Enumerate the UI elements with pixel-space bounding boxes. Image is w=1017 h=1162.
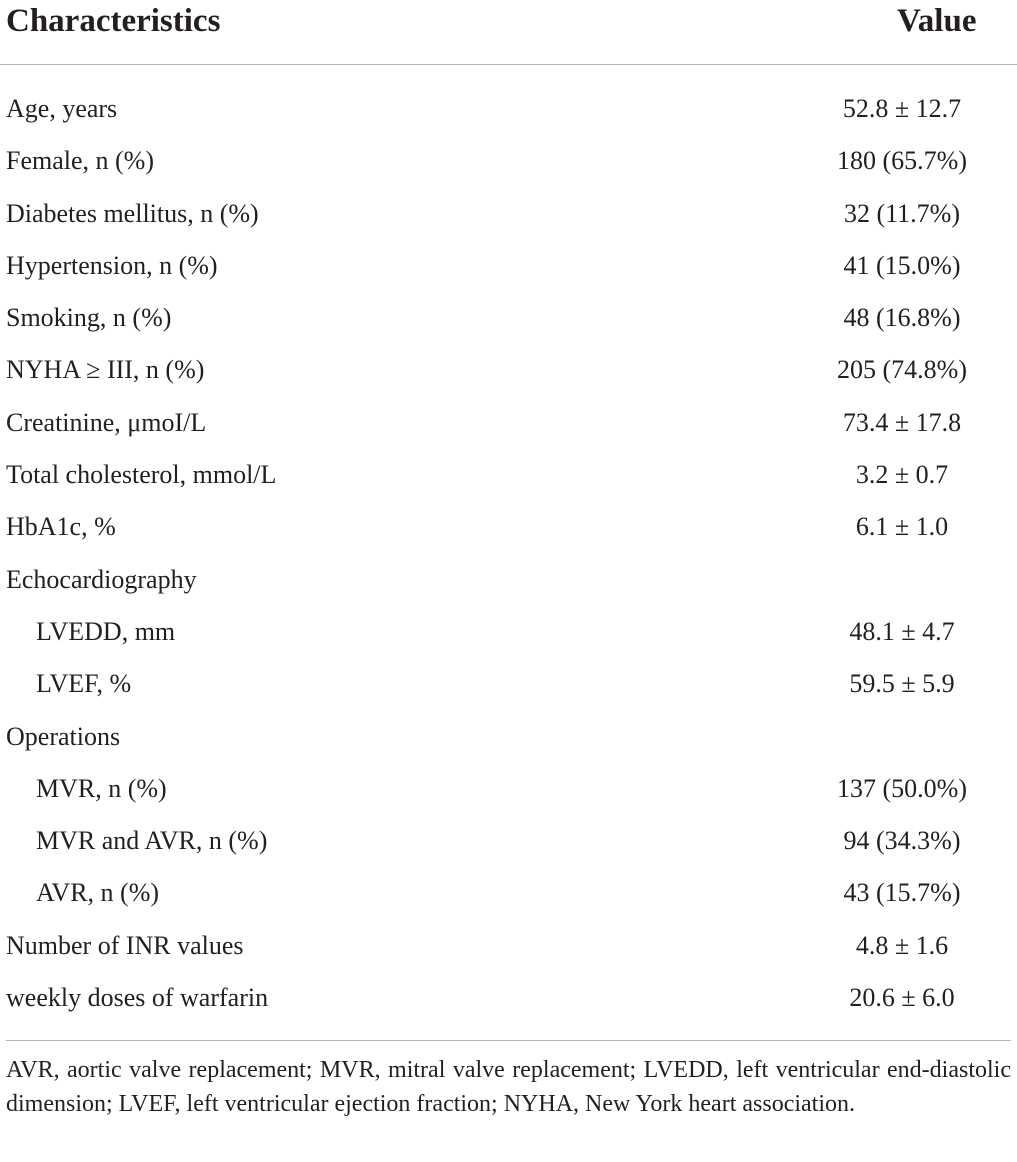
table-row [0,449,1017,501]
table-row [0,292,1017,344]
row-label: Female, n (%) [6,146,155,176]
row-label: HbA1c, % [6,512,116,542]
row-label: Number of INR values [6,930,244,960]
row-value: 52.8 ± 12.7 [842,94,962,123]
row-label: AVR, n (%) [36,878,160,908]
row-value: 94 (34.3%) [843,826,961,856]
table-row [0,344,1017,396]
table-row [0,554,1017,606]
header-characteristics: Characteristics [6,3,221,39]
row-value: 20.6 ± 6.0 [849,983,955,1013]
row-value: 48 (16.8%) [843,303,961,333]
table-row [0,920,1017,972]
row-label: LVEF, % [36,669,132,699]
table-row [0,815,1017,867]
row-label: LVEDD, mm [36,616,176,646]
table-row [0,763,1017,815]
table-row [0,867,1017,919]
table-row [0,606,1017,658]
row-label: Hypertension, n (%) [6,250,218,280]
row-value: 4.8 ± 1.6 [855,930,949,960]
footer-divider [6,1040,1011,1041]
row-value: 3.2 ± 0.7 [855,460,949,490]
row-value: 180 (65.7%) [837,146,967,176]
table-row [0,397,1017,449]
row-label: Smoking, n (%) [6,303,172,333]
row-value: 137 (50.0%) [837,773,967,803]
table-row [0,658,1017,710]
table-footnote: AVR, aortic valve replacement; MVR, mitral valve replacement; LVEDD, left ventricular end-diastolic dimension; LVEF, left ventricular ejection fraction; NYHA, New York heart association. [6,1057,1011,1117]
table-body [0,83,1017,1024]
header-value: Value [897,3,977,39]
row-label: Echocardiography [6,564,197,594]
table-row [0,188,1017,240]
row-value: 73.4 ± 17.8 [842,407,962,437]
table-row [0,135,1017,187]
row-label: Diabetes mellitus, n (%) [6,198,259,228]
row-label: NYHA ≥ III, n (%) [6,355,205,385]
row-value: 48.1 ± 4.7 [849,616,955,646]
table-row [0,501,1017,553]
table-row [0,83,1017,135]
table-row [0,972,1017,1024]
row-label: MVR and AVR, n (%) [36,826,268,856]
row-label: Total cholesterol, mmol/L [6,460,277,490]
row-value: 59.5 ± 5.9 [849,669,955,699]
row-label: Creatinine, μmoI/L [6,407,207,437]
row-value: 43 (15.7%) [843,878,961,908]
table-row [0,240,1017,292]
row-value: 6.1 ± 1.0 [855,512,949,542]
table-header-row [0,0,1017,65]
row-label: weekly doses of warfarin [6,983,269,1013]
row-value: 32 (11.7%) [843,198,960,228]
table-row [0,711,1017,763]
row-label: Age, years [6,94,118,123]
row-label: Operations [6,721,121,751]
row-label: MVR, n (%) [36,773,167,803]
row-value: 41 (15.0%) [843,250,961,280]
row-value: 205 (74.8%) [837,355,967,385]
